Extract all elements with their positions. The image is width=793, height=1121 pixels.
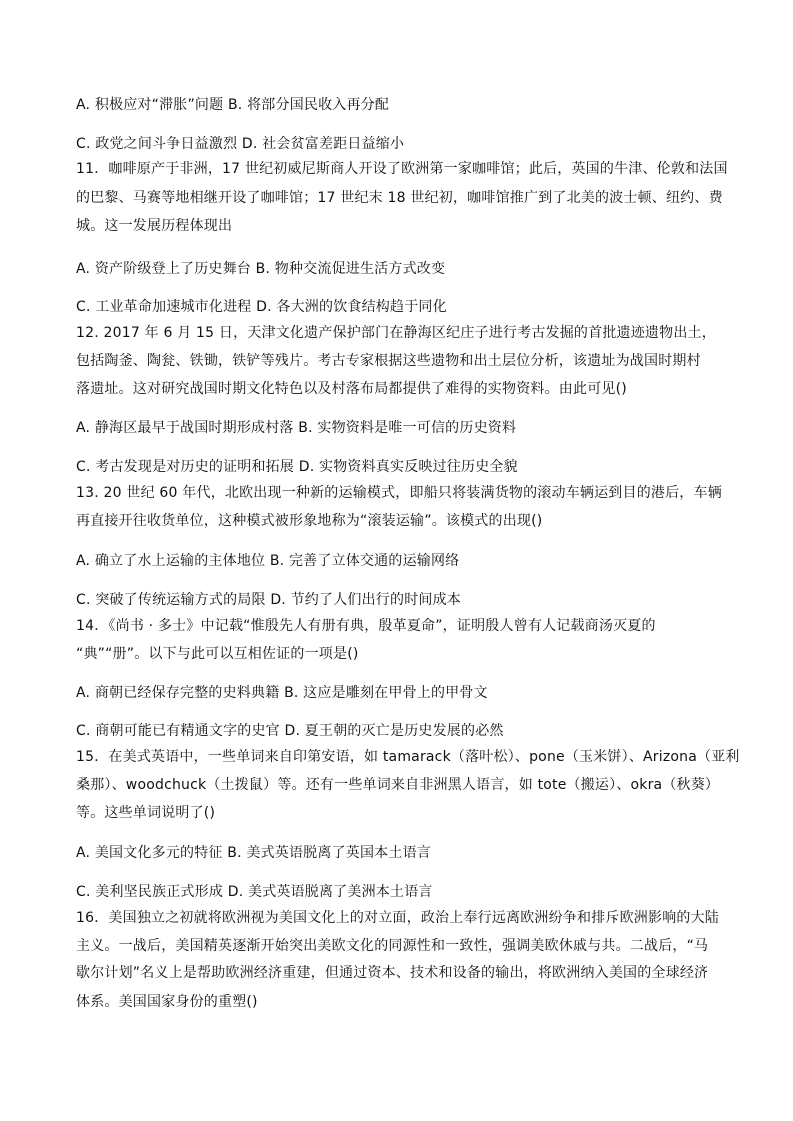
q16-stem-line-2: 主义。一战后，美国精英逐渐开始突出美欧文化的同源性和一致性，强调美欧休戚与共。二战后，“马 <box>76 938 709 954</box>
q16-stem-line-1: 16．美国独立之初就将欧洲视为美国文化上的对立面，政治上奉行远离欧洲纷争和排斥欧洲影响的大陆 <box>76 910 720 926</box>
q12-stem-line-1: 12. 2017 年 6 月 15 日，天津文化遗产保护部门在静海区纪庄子进行考古发掘的首批遗迹遗物出土， <box>76 325 716 341</box>
q11-stem-line-3: 城。这一发展历程体现出 <box>76 218 233 234</box>
q11-stem-line-2: 的巴黎、马赛等地相继开设了咖啡馆；17 世纪末 18 世纪初，咖啡馆推广到了北美的波士顿、纽约、费 <box>76 190 723 206</box>
q11-options-cd: C. 工业革命加速城市化进程 D. 各大洲的饮食结构趋于同化 <box>76 299 447 315</box>
q10-options-ab: A. 积极应对“滞胀”问题 B. 将部分国民收入再分配 <box>76 97 390 113</box>
q15-options-cd: C. 美利坚民族正式形成 D. 美式英语脱离了美洲本土语言 <box>76 884 433 900</box>
q11-stem-line-1: 11．咖啡原产于非洲，17 世纪初威尼斯商人开设了欧洲第一家咖啡馆；此后，英国的牛津、伦敦和法国 <box>76 161 728 177</box>
q14-options-cd: C. 商朝可能已有精通文字的史官 D. 夏王朝的灭亡是历史发展的必然 <box>76 723 504 739</box>
q15-options-ab: A. 美国文化多元的特征 B. 美式英语脱离了英国本土语言 <box>76 845 431 861</box>
q16-stem-line-3: 歇尔计划”名义上是帮助欧洲经济重建，但通过资本、技术和设备的输出，将欧洲纳入美国的全球经济 <box>76 965 709 981</box>
q13-options-ab: A. 确立了水上运输的主体地位 B. 完善了立体交通的运输网络 <box>76 553 460 569</box>
q15-stem-line-3: 等。这些单词说明了() <box>76 805 216 821</box>
q14-stem-line-1: 14．《尚书 · 多士》中记载“惟殷先人有册有典，殷革夏命”，证明殷人曾有人记载商汤灭夏的 <box>76 618 656 634</box>
q12-options-ab: A. 静海区最早于战国时期形成村落 B. 实物资料是唯一可信的历史资料 <box>76 420 517 436</box>
q12-options-cd: C. 考古发现是对历史的证明和拓展 D. 实物资料真实反映过往历史全貌 <box>76 459 518 475</box>
q14-stem-line-2: “典”“册”。以下与此可以互相佐证的一项是() <box>76 646 359 662</box>
q12-stem-line-3: 落遗址。这对研究战国时期文化特色以及村落布局都提供了难得的实物资料。由此可见() <box>76 381 627 397</box>
q13-stem-line-2: 再直接开往收货单位，这种模式被形象地称为“滚装运输”。该模式的出现() <box>76 513 543 529</box>
q12-stem-line-2: 包括陶釜、陶瓮、铁锄，铁铲等残片。考古专家根据这些遗物和出土层位分析，该遗址为战国时期村 <box>76 353 701 369</box>
q16-stem-line-4: 体系。美国国家身份的重塑() <box>76 994 258 1010</box>
q10-options-cd: C. 政党之间斗争日益激烈 D. 社会贫富差距日益缩小 <box>76 136 405 152</box>
q11-options-ab: A. 资产阶级登上了历史舞台 B. 物种交流促进生活方式改变 <box>76 261 446 277</box>
q13-stem-line-1: 13. 20 世纪 60 年代，北欧出现一种新的运输模式，即船只将装满货物的滚动车辆运到目的港后，车辆 <box>76 485 722 501</box>
q14-options-ab: A. 商朝已经保存完整的史料典籍 B. 这应是雕刻在甲骨上的甲骨文 <box>76 685 488 701</box>
q15-stem-line-1: 15．在美式英语中，一些单词来自印第安语，如 tamarack（落叶松）、pone（玉米饼）、Arizona（亚利 <box>76 749 740 765</box>
q15-stem-line-2: 桑那）、woodchuck（土拨鼠）等。还有一些单词来自非洲黑人语言，如 tote（搬运）、okra（秋葵） <box>76 777 720 793</box>
q13-options-cd: C. 突破了传统运输方式的局限 D. 节约了人们出行的时间成本 <box>76 592 462 608</box>
